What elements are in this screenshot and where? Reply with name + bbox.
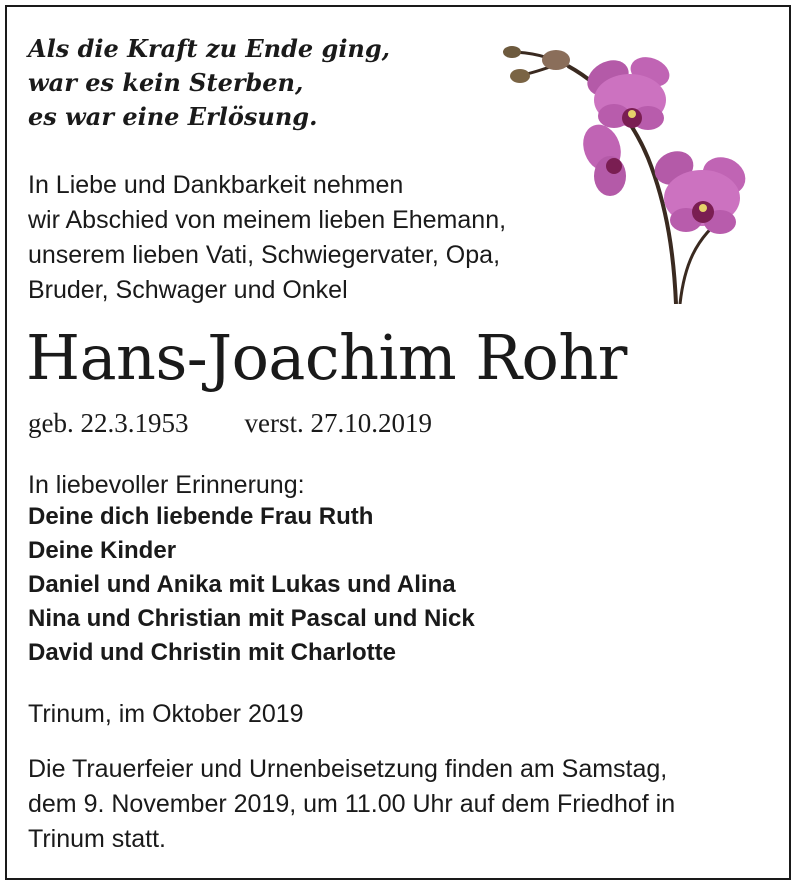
place-date: Trinum, im Oktober 2019 xyxy=(28,700,304,728)
intro-line: In Liebe und Dankbarkeit nehmen xyxy=(28,171,404,199)
mourner-line: Deine dich liebende Frau Ruth xyxy=(28,503,374,530)
memory-heading: In liebevoller Erinnerung: xyxy=(28,471,305,499)
mourner-line: Daniel und Anika mit Lukas und Alina xyxy=(28,571,456,598)
mourner-line: Deine Kinder xyxy=(28,537,177,564)
life-dates xyxy=(28,406,432,440)
intro-text xyxy=(28,168,506,308)
deceased-name: Hans-Joachim Rohr xyxy=(26,321,627,394)
funeral-line: Trinum statt. xyxy=(28,825,166,853)
funeral-info xyxy=(28,752,675,857)
mourners-list xyxy=(28,500,475,670)
death-date: verst. 27.10.2019 xyxy=(244,408,432,438)
poem-line: war es kein Sterben, xyxy=(28,68,304,97)
birth-date: geb. 22.3.1953 xyxy=(28,408,189,438)
orchid-icon xyxy=(498,38,760,304)
funeral-line: Die Trauerfeier und Urnenbeisetzung finden am Samstag, xyxy=(28,755,668,783)
intro-line: Bruder, Schwager und Onkel xyxy=(28,276,348,304)
intro-line: wir Abschied von meinem lieben Ehemann, xyxy=(28,206,507,234)
funeral-line: dem 9. November 2019, um 11.00 Uhr auf dem Friedhof in xyxy=(28,790,676,818)
poem xyxy=(28,32,390,134)
poem-line: es war eine Erlösung. xyxy=(28,102,318,131)
mourner-line: David und Christin mit Charlotte xyxy=(28,639,397,666)
intro-line: unserem lieben Vati, Schwiegervater, Opa, xyxy=(28,241,501,269)
poem-line: Als die Kraft zu Ende ging, xyxy=(28,34,391,63)
mourner-line: Nina und Christian mit Pascal und Nick xyxy=(28,605,475,632)
